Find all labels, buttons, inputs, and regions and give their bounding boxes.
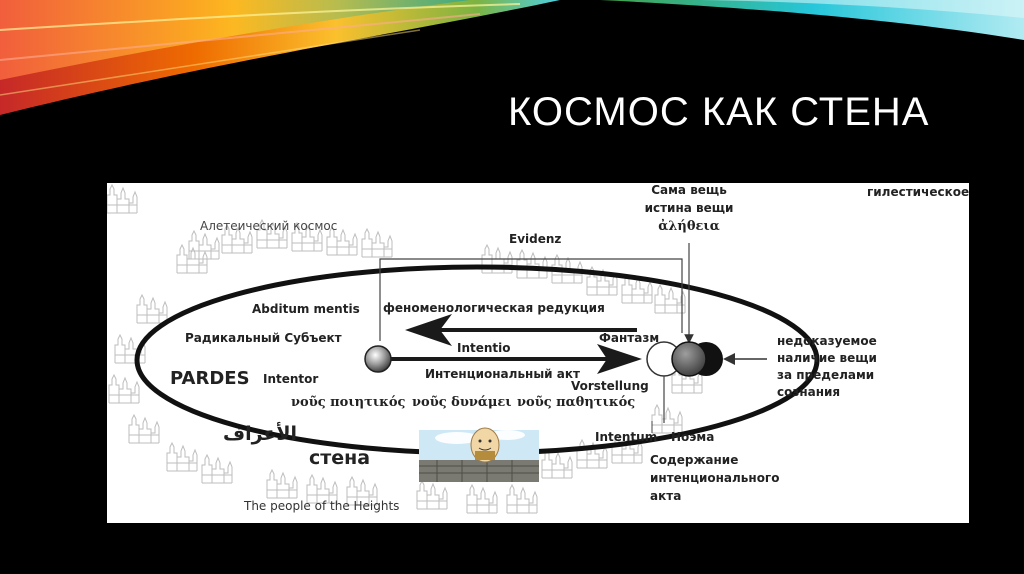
people-of-heights-label: The people of the Heights [244,499,400,513]
intentum-label: Intentum [595,430,658,444]
unprovable-line-1: недоказуемое [777,334,877,348]
act-content-line-2: интенционального [650,471,780,485]
unprovable-presence-block [777,333,877,401]
evidenz-label: Evidenz [509,232,562,246]
truth-of-thing-label: истина вещи [644,201,734,215]
nous-pathetikos-label: νοῦς παθητικός [517,395,636,410]
phantasm-label: Фантазм [599,331,660,345]
thing-itself-label: Сама вещь [651,183,727,197]
radical-subject-label: Радикальный Субъект [185,331,342,345]
intentional-act-label: Интенциональный акт [425,367,580,381]
intentor-label: Intentor [263,372,319,386]
vorstellung-label: Vorstellung [571,379,649,393]
aletheic-cosmos-label: Алетеический космос [200,219,338,233]
rainbow-swoosh-left [0,0,560,115]
humpty-wall-picture [419,428,539,482]
rainbow-swoosh-right [600,0,1024,40]
wall-label: стена [309,447,371,469]
unprovable-line-4: сознания [777,385,841,399]
cosmos-diagram [107,183,969,523]
abditum-mentis-label: Abditum mentis [252,302,360,316]
subject-sphere [365,346,391,372]
unprovable-line-3: за пределами [777,368,875,382]
al-araf-label: الأعراف [223,423,298,445]
aletheia-label: ἀλήθεια [658,219,720,234]
act-content-line-1: Содержание [650,453,739,467]
thing-gray-sphere [672,342,706,376]
hylestic-label: гилестическое [867,185,969,199]
nous-poietikos-label: νοῦς ποιητικός [291,395,406,410]
nous-dynamei-label: νοῦς δυνάμει [412,395,512,410]
castle-sketch-ring [107,185,702,513]
act-content-block [650,451,779,505]
act-content-line-3: акта [650,489,682,503]
intentio-label: Intentio [457,341,511,355]
noema-label: Ноэма [671,430,715,444]
thing-itself-block [641,183,737,234]
unprovable-line-2: наличие вещи [777,351,877,365]
phenomenological-reduction-label: феноменологическая редукция [383,301,605,315]
pardes-label: PARDES [170,368,250,389]
slide-title: КОСМОС КАК СТЕНА [508,90,930,134]
